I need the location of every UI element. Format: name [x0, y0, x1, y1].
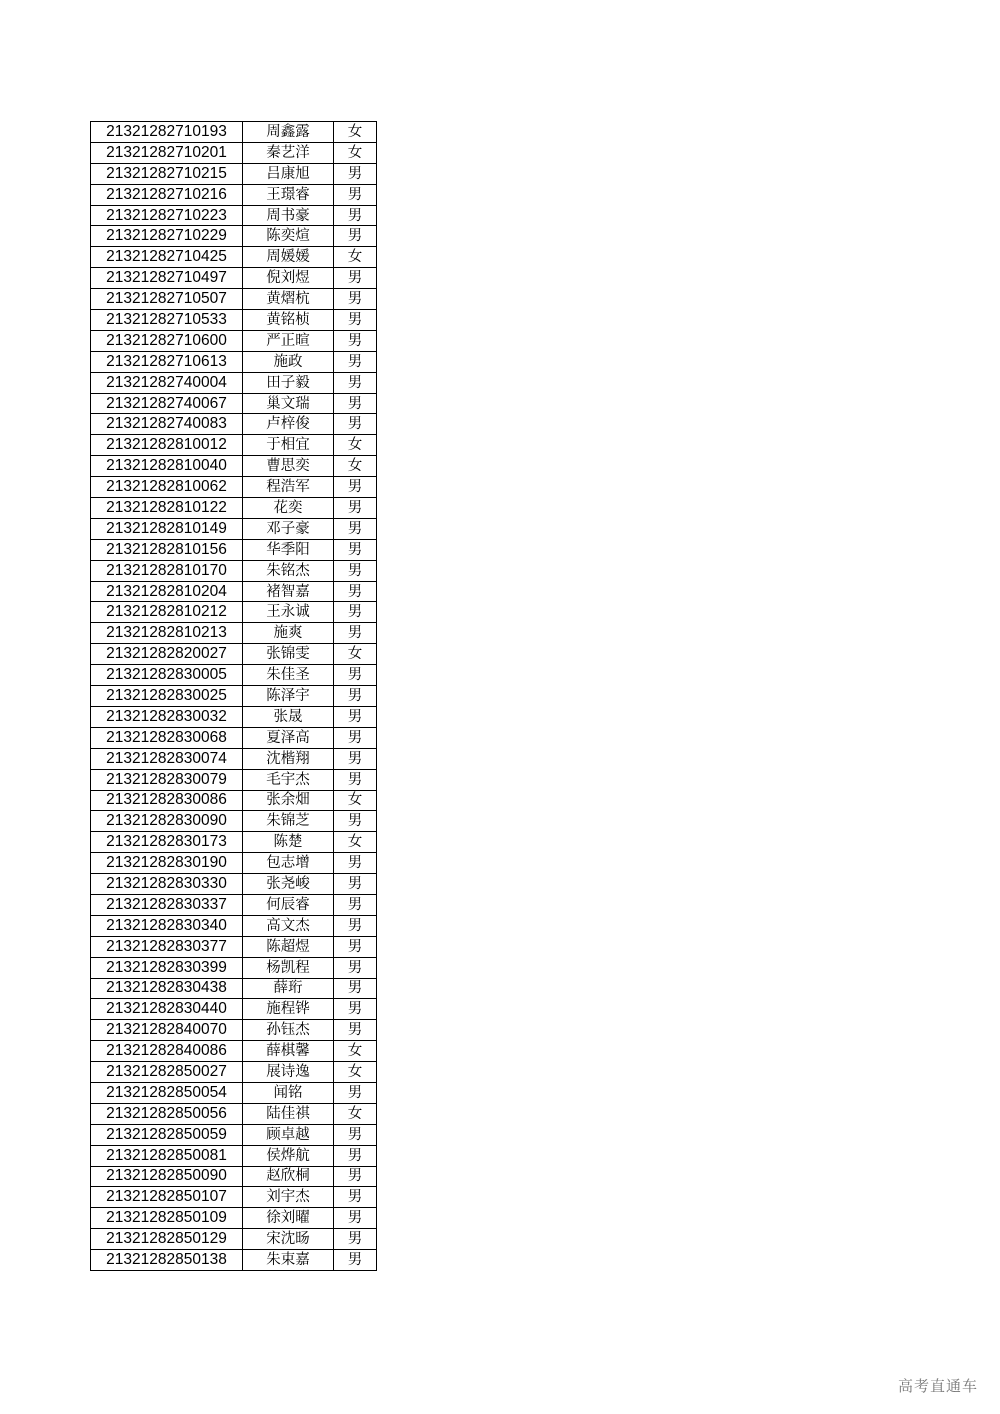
table-row — [91, 623, 377, 644]
table-row — [91, 122, 377, 143]
student-name-cell: 于相宜 — [243, 435, 334, 456]
student-name-cell: 沈楷翔 — [243, 748, 334, 769]
student-name-cell: 张尧峻 — [243, 874, 334, 895]
student-name-cell: 陈泽宇 — [243, 686, 334, 707]
table-row — [91, 1062, 377, 1083]
student-name-cell: 徐刘曜 — [243, 1208, 334, 1229]
student-id-cell: 21321282830005 — [91, 665, 243, 686]
student-id-cell: 21321282810149 — [91, 518, 243, 539]
table-row — [91, 853, 377, 874]
student-gender-cell: 男 — [334, 1187, 377, 1208]
table-row — [91, 957, 377, 978]
table-row — [91, 142, 377, 163]
student-name-cell: 周媛媛 — [243, 247, 334, 268]
student-id-cell: 21321282710216 — [91, 184, 243, 205]
student-gender-cell: 男 — [334, 665, 377, 686]
table-row — [91, 1208, 377, 1229]
student-name-cell: 夏泽高 — [243, 727, 334, 748]
student-name-cell: 刘宇杰 — [243, 1187, 334, 1208]
student-gender-cell: 男 — [334, 414, 377, 435]
student-id-cell: 21321282740083 — [91, 414, 243, 435]
student-roster-table — [90, 121, 377, 1271]
student-gender-cell: 男 — [334, 999, 377, 1020]
student-name-cell: 高文杰 — [243, 915, 334, 936]
student-name-cell: 张晟 — [243, 706, 334, 727]
student-id-cell: 21321282850054 — [91, 1082, 243, 1103]
student-gender-cell: 男 — [334, 581, 377, 602]
student-name-cell: 朱束嘉 — [243, 1250, 334, 1271]
student-id-cell: 21321282830330 — [91, 874, 243, 895]
student-name-cell: 陈奕煊 — [243, 226, 334, 247]
table-row — [91, 184, 377, 205]
student-id-cell: 21321282810213 — [91, 623, 243, 644]
student-gender-cell: 男 — [334, 560, 377, 581]
student-gender-cell: 男 — [334, 706, 377, 727]
student-id-cell: 21321282710229 — [91, 226, 243, 247]
table-row — [91, 581, 377, 602]
table-row — [91, 790, 377, 811]
table-row — [91, 1166, 377, 1187]
student-gender-cell: 女 — [334, 1103, 377, 1124]
student-name-cell: 朱锦芝 — [243, 811, 334, 832]
student-name-cell: 展诗逸 — [243, 1062, 334, 1083]
table-row — [91, 769, 377, 790]
student-id-cell: 21321282840070 — [91, 1020, 243, 1041]
student-id-cell: 21321282710215 — [91, 163, 243, 184]
student-id-cell: 21321282830173 — [91, 832, 243, 853]
table-row — [91, 1229, 377, 1250]
student-id-cell: 21321282830440 — [91, 999, 243, 1020]
student-id-cell: 21321282830190 — [91, 853, 243, 874]
student-name-cell: 华季阳 — [243, 539, 334, 560]
table-row — [91, 727, 377, 748]
student-name-cell: 孙钰杰 — [243, 1020, 334, 1041]
student-id-cell: 21321282830074 — [91, 748, 243, 769]
student-name-cell: 王永诚 — [243, 602, 334, 623]
student-gender-cell: 男 — [334, 623, 377, 644]
student-name-cell: 张余畑 — [243, 790, 334, 811]
student-name-cell: 朱铭杰 — [243, 560, 334, 581]
table-row — [91, 310, 377, 331]
student-name-cell: 施爽 — [243, 623, 334, 644]
student-id-cell: 21321282710193 — [91, 122, 243, 143]
student-gender-cell: 男 — [334, 811, 377, 832]
student-name-cell: 花奕 — [243, 498, 334, 519]
student-id-cell: 21321282850129 — [91, 1229, 243, 1250]
student-gender-cell: 男 — [334, 268, 377, 289]
student-name-cell: 宋沈旸 — [243, 1229, 334, 1250]
student-name-cell: 黄铭桢 — [243, 310, 334, 331]
watermark-text: 高考直通车 — [897, 1377, 978, 1395]
student-id-cell: 21321282830032 — [91, 706, 243, 727]
student-name-cell: 闻铭 — [243, 1082, 334, 1103]
student-id-cell: 21321282810012 — [91, 435, 243, 456]
table-row — [91, 226, 377, 247]
student-gender-cell: 女 — [334, 1062, 377, 1083]
table-row — [91, 560, 377, 581]
student-gender-cell: 男 — [334, 748, 377, 769]
student-gender-cell: 男 — [334, 372, 377, 393]
table-row — [91, 518, 377, 539]
table-row — [91, 456, 377, 477]
student-id-cell: 21321282710507 — [91, 289, 243, 310]
student-name-cell: 吕康旭 — [243, 163, 334, 184]
student-id-cell: 21321282710497 — [91, 268, 243, 289]
student-gender-cell: 男 — [334, 936, 377, 957]
student-id-cell: 21321282830025 — [91, 686, 243, 707]
student-gender-cell: 男 — [334, 330, 377, 351]
student-gender-cell: 男 — [334, 351, 377, 372]
student-id-cell: 21321282810204 — [91, 581, 243, 602]
student-id-cell: 21321282710223 — [91, 205, 243, 226]
table-row — [91, 1145, 377, 1166]
student-id-cell: 21321282740004 — [91, 372, 243, 393]
table-row — [91, 330, 377, 351]
student-gender-cell: 男 — [334, 184, 377, 205]
student-name-cell: 陈超煜 — [243, 936, 334, 957]
student-name-cell: 邓子豪 — [243, 518, 334, 539]
student-gender-cell: 男 — [334, 853, 377, 874]
student-name-cell: 张锦雯 — [243, 644, 334, 665]
table-row — [91, 163, 377, 184]
table-row — [91, 1187, 377, 1208]
student-name-cell: 包志增 — [243, 853, 334, 874]
table-row — [91, 1082, 377, 1103]
student-gender-cell: 男 — [334, 163, 377, 184]
student-name-cell: 薛棋馨 — [243, 1041, 334, 1062]
student-id-cell: 21321282830438 — [91, 978, 243, 999]
student-gender-cell: 男 — [334, 1124, 377, 1145]
student-name-cell: 黄熠杭 — [243, 289, 334, 310]
student-id-cell: 21321282850107 — [91, 1187, 243, 1208]
table-row — [91, 748, 377, 769]
student-id-cell: 21321282810040 — [91, 456, 243, 477]
table-row — [91, 205, 377, 226]
table-row — [91, 936, 377, 957]
student-gender-cell: 男 — [334, 498, 377, 519]
student-id-cell: 21321282850056 — [91, 1103, 243, 1124]
student-name-cell: 薛珩 — [243, 978, 334, 999]
student-id-cell: 21321282810156 — [91, 539, 243, 560]
student-id-cell: 21321282810122 — [91, 498, 243, 519]
student-gender-cell: 男 — [334, 915, 377, 936]
student-id-cell: 21321282850090 — [91, 1166, 243, 1187]
student-gender-cell: 男 — [334, 477, 377, 498]
student-name-cell: 褚智嘉 — [243, 581, 334, 602]
student-gender-cell: 女 — [334, 142, 377, 163]
student-id-cell: 21321282850059 — [91, 1124, 243, 1145]
table-row — [91, 498, 377, 519]
student-gender-cell: 男 — [334, 1208, 377, 1229]
student-name-cell: 严正暄 — [243, 330, 334, 351]
table-row — [91, 665, 377, 686]
student-name-cell: 巢文瑞 — [243, 393, 334, 414]
student-gender-cell: 男 — [334, 1166, 377, 1187]
student-id-cell: 21321282830399 — [91, 957, 243, 978]
table-row — [91, 999, 377, 1020]
table-row — [91, 832, 377, 853]
student-gender-cell: 男 — [334, 310, 377, 331]
student-name-cell: 曹思奕 — [243, 456, 334, 477]
student-name-cell: 朱佳圣 — [243, 665, 334, 686]
table-row — [91, 289, 377, 310]
student-id-cell: 21321282850138 — [91, 1250, 243, 1271]
student-id-cell: 21321282830079 — [91, 769, 243, 790]
student-gender-cell: 男 — [334, 686, 377, 707]
table-row — [91, 978, 377, 999]
student-id-cell: 21321282810062 — [91, 477, 243, 498]
student-id-cell: 21321282710201 — [91, 142, 243, 163]
student-id-cell: 21321282850081 — [91, 1145, 243, 1166]
student-gender-cell: 男 — [334, 1145, 377, 1166]
student-gender-cell: 男 — [334, 393, 377, 414]
table-row — [91, 1250, 377, 1271]
table-row — [91, 414, 377, 435]
roster-body — [91, 122, 377, 1271]
student-name-cell: 秦艺洋 — [243, 142, 334, 163]
student-name-cell: 施程铧 — [243, 999, 334, 1020]
student-name-cell: 顾卓越 — [243, 1124, 334, 1145]
table-row — [91, 247, 377, 268]
student-id-cell: 21321282830340 — [91, 915, 243, 936]
student-gender-cell: 女 — [334, 247, 377, 268]
student-gender-cell: 女 — [334, 832, 377, 853]
table-row — [91, 1103, 377, 1124]
student-name-cell: 杨凯程 — [243, 957, 334, 978]
student-id-cell: 21321282710613 — [91, 351, 243, 372]
student-gender-cell: 男 — [334, 539, 377, 560]
table-row — [91, 1020, 377, 1041]
student-name-cell: 赵欣桐 — [243, 1166, 334, 1187]
table-row — [91, 894, 377, 915]
student-gender-cell: 男 — [334, 1020, 377, 1041]
student-id-cell: 21321282830377 — [91, 936, 243, 957]
student-id-cell: 21321282850027 — [91, 1062, 243, 1083]
student-id-cell: 21321282710425 — [91, 247, 243, 268]
student-gender-cell: 男 — [334, 957, 377, 978]
student-id-cell: 21321282830086 — [91, 790, 243, 811]
table-row — [91, 539, 377, 560]
table-row — [91, 706, 377, 727]
student-id-cell: 21321282740067 — [91, 393, 243, 414]
table-row — [91, 351, 377, 372]
student-gender-cell: 男 — [334, 894, 377, 915]
table-row — [91, 686, 377, 707]
student-gender-cell: 女 — [334, 644, 377, 665]
student-gender-cell: 女 — [334, 122, 377, 143]
table-row — [91, 1041, 377, 1062]
student-gender-cell: 男 — [334, 1082, 377, 1103]
table-row — [91, 811, 377, 832]
table-row — [91, 477, 377, 498]
student-id-cell: 21321282830337 — [91, 894, 243, 915]
student-name-cell: 周书豪 — [243, 205, 334, 226]
student-gender-cell: 女 — [334, 1041, 377, 1062]
student-gender-cell: 男 — [334, 1229, 377, 1250]
student-name-cell: 田子毅 — [243, 372, 334, 393]
student-id-cell: 21321282840086 — [91, 1041, 243, 1062]
table-row — [91, 268, 377, 289]
table-row — [91, 393, 377, 414]
student-gender-cell: 女 — [334, 790, 377, 811]
student-name-cell: 何辰睿 — [243, 894, 334, 915]
student-name-cell: 施政 — [243, 351, 334, 372]
student-name-cell: 倪刘煜 — [243, 268, 334, 289]
student-name-cell: 王璟睿 — [243, 184, 334, 205]
student-gender-cell: 女 — [334, 456, 377, 477]
student-gender-cell: 男 — [334, 226, 377, 247]
student-name-cell: 陈楚 — [243, 832, 334, 853]
table-row — [91, 644, 377, 665]
student-name-cell: 毛宇杰 — [243, 769, 334, 790]
student-name-cell: 周鑫露 — [243, 122, 334, 143]
student-name-cell: 程浩军 — [243, 477, 334, 498]
table-row — [91, 915, 377, 936]
student-id-cell: 21321282850109 — [91, 1208, 243, 1229]
student-id-cell: 21321282710600 — [91, 330, 243, 351]
table-row — [91, 602, 377, 623]
student-name-cell: 侯烨航 — [243, 1145, 334, 1166]
student-gender-cell: 男 — [334, 978, 377, 999]
student-id-cell: 21321282810170 — [91, 560, 243, 581]
student-gender-cell: 男 — [334, 602, 377, 623]
table-row — [91, 1124, 377, 1145]
student-id-cell: 21321282820027 — [91, 644, 243, 665]
student-gender-cell: 男 — [334, 518, 377, 539]
student-gender-cell: 男 — [334, 205, 377, 226]
student-id-cell: 21321282810212 — [91, 602, 243, 623]
table-row — [91, 435, 377, 456]
student-gender-cell: 男 — [334, 1250, 377, 1271]
student-gender-cell: 男 — [334, 874, 377, 895]
student-id-cell: 21321282710533 — [91, 310, 243, 331]
student-gender-cell: 女 — [334, 435, 377, 456]
student-id-cell: 21321282830090 — [91, 811, 243, 832]
table-row — [91, 372, 377, 393]
student-name-cell: 卢梓俊 — [243, 414, 334, 435]
student-name-cell: 陆佳祺 — [243, 1103, 334, 1124]
student-gender-cell: 男 — [334, 769, 377, 790]
student-gender-cell: 男 — [334, 727, 377, 748]
student-id-cell: 21321282830068 — [91, 727, 243, 748]
table-row — [91, 874, 377, 895]
student-gender-cell: 男 — [334, 289, 377, 310]
